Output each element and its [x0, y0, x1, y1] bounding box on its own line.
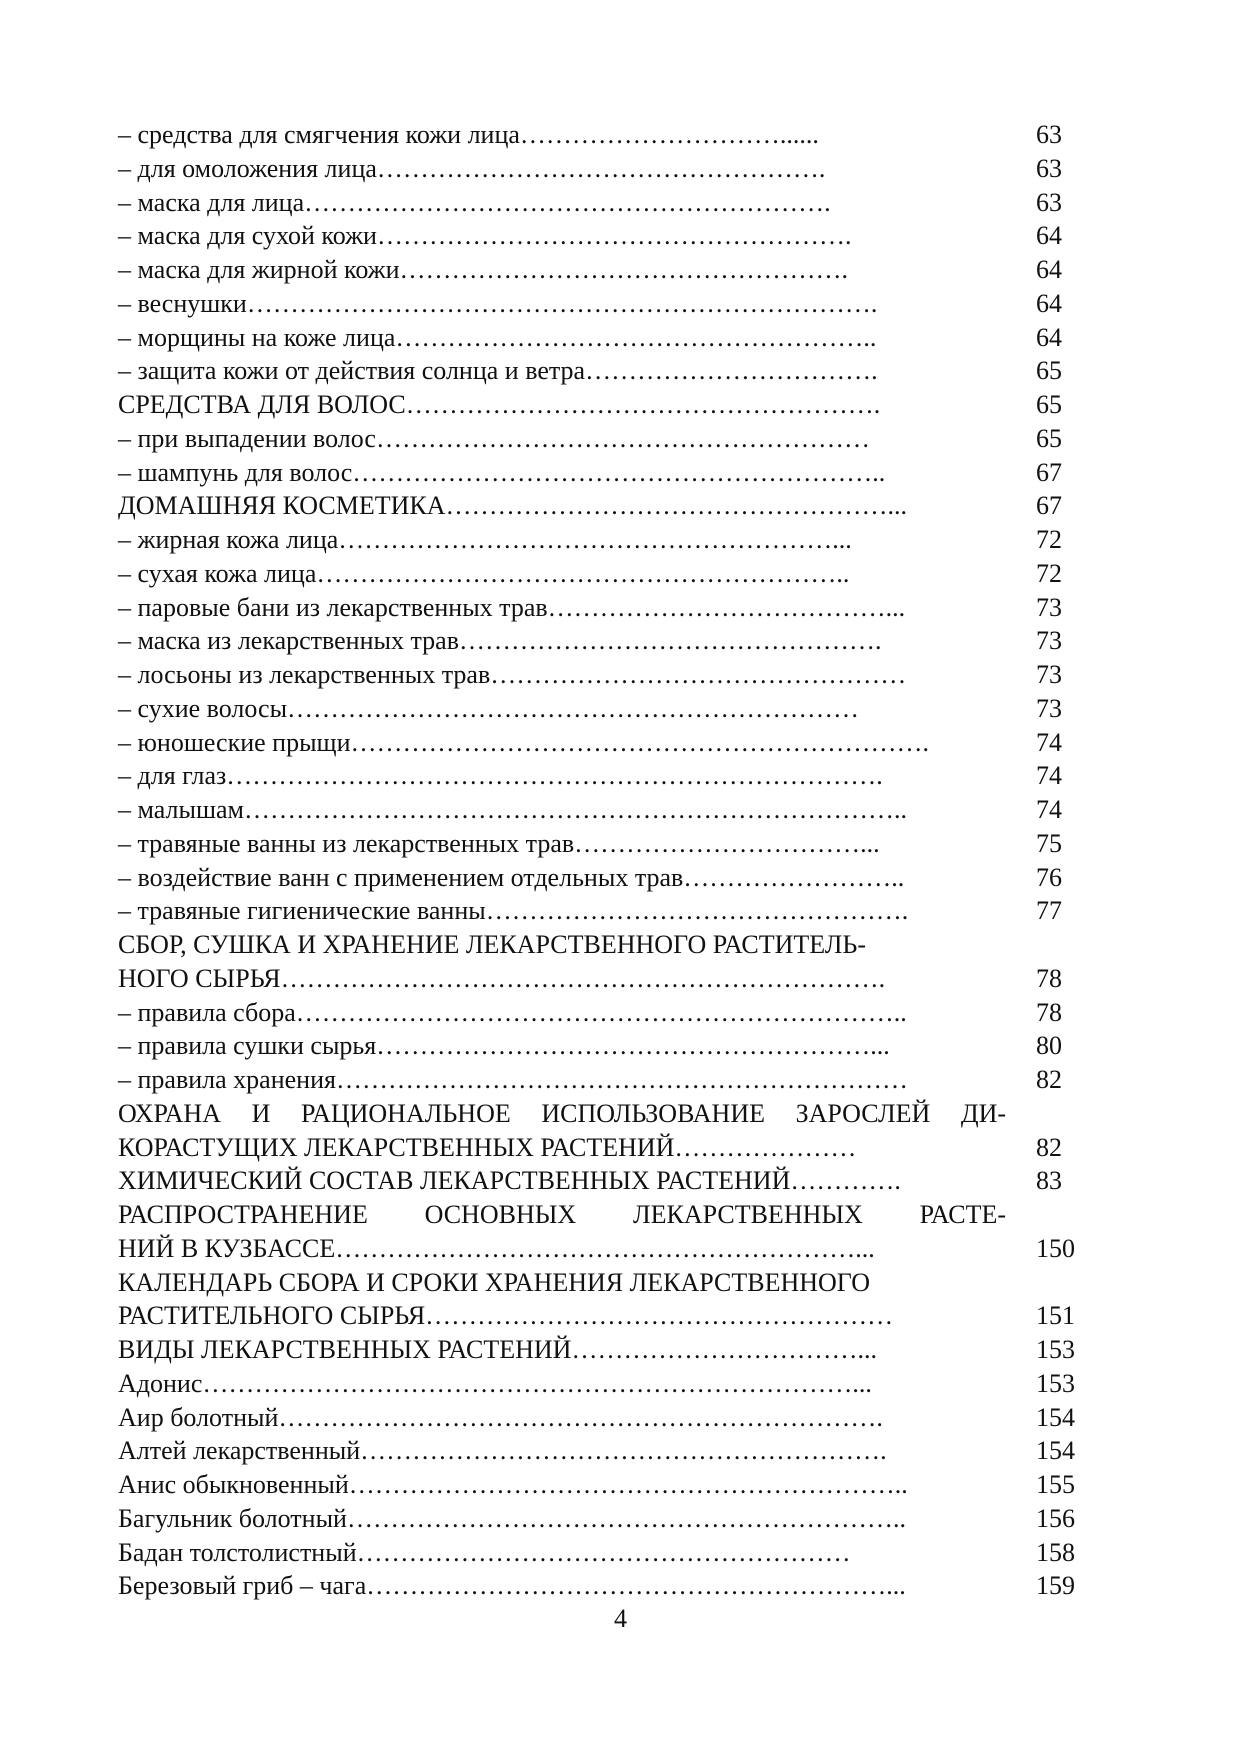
- toc-entry-title: – травяные ванны из лекарственных трав……………………………...: [118, 828, 880, 858]
- toc-entry: [118, 1401, 1078, 1435]
- toc-entry-page: 150: [1036, 1233, 1075, 1263]
- toc-section-heading: [118, 1266, 1078, 1300]
- toc-entry: [118, 1367, 1078, 1401]
- toc-entry-title: – правила сбора……………………………………………………………..: [118, 997, 907, 1027]
- toc-entry: [118, 219, 1078, 253]
- toc-entry-title: Анис обыкновенный………………………………………………………..: [118, 1470, 908, 1499]
- toc-entry-page: 64: [1036, 221, 1062, 251]
- toc-entry-page: 80: [1036, 1031, 1062, 1061]
- toc-entry: [118, 624, 1078, 658]
- toc-entry: [118, 1063, 1078, 1097]
- toc-entry-title: – воздействие ванн с применением отдельных трав……………………..: [118, 862, 905, 892]
- toc-entry-page: 64: [1036, 255, 1062, 284]
- toc-entry-page: 67: [1036, 491, 1062, 521]
- toc-entry-page: 154: [1036, 1436, 1075, 1466]
- toc-section-heading: [118, 928, 1078, 962]
- toc-entry-title: – шампунь для волос……………………………………………………..: [118, 457, 886, 487]
- toc-entry-title: – защита кожи от действия солнца и ветра…………………………….: [118, 356, 878, 386]
- toc-entry-title: – травяные гигиенические ванны………………………………………….: [118, 896, 909, 926]
- toc-entry-title: – для глаз………………………………………………………………….: [118, 761, 883, 791]
- toc-entry: [118, 658, 1078, 692]
- toc-entry-page: 73: [1036, 626, 1062, 656]
- toc-entry-page: 73: [1036, 592, 1062, 622]
- table-of-contents: [118, 118, 1078, 1603]
- toc-entry-title: Адонис…………………………………………………………………...: [118, 1368, 872, 1398]
- toc-section-heading: [118, 388, 1078, 422]
- toc-entry: [118, 894, 1078, 928]
- toc-entry: [118, 1434, 1078, 1468]
- toc-entry-page: 78: [1036, 997, 1062, 1027]
- toc-section-heading: [118, 1232, 1078, 1266]
- toc-entry-title: СБОР, СУШКА И ХРАНЕНИЕ ЛЕКАРСТВЕННОГО РАСТИТЕЛЬ-: [118, 930, 866, 959]
- toc-entry-page: 156: [1036, 1503, 1075, 1533]
- toc-entry-title: НИЙ В КУЗБАССЕ……………………………………………………...: [118, 1233, 875, 1263]
- toc-entry: [118, 523, 1078, 557]
- toc-entry-title: РАСТИТЕЛЬНОГО СЫРЬЯ………………………………………………: [118, 1301, 894, 1331]
- toc-entry-title: НОГО СЫРЬЯ…………………………………………………………….: [118, 963, 886, 993]
- toc-entry-title: – маска для лица…………………………………………………….: [118, 187, 831, 217]
- toc-entry-title: Бадан толстолистный…………………………………………………: [118, 1537, 851, 1567]
- toc-entry: [118, 321, 1078, 355]
- toc-entry-title: – сухие волосы…………………………………………………………: [118, 693, 860, 723]
- toc-entry-title: ХИМИЧЕСКИЙ СОСТАВ ЛЕКАРСТВЕННЫХ РАСТЕНИЙ………….: [118, 1166, 901, 1196]
- toc-entry-title: ДОМАШНЯЯ КОСМЕТИКА……………………………………………...: [118, 491, 908, 521]
- toc-entry-page: 63: [1036, 153, 1062, 183]
- toc-entry: [118, 1569, 1078, 1603]
- toc-section-heading: [118, 1097, 1078, 1131]
- toc-entry: [118, 422, 1078, 456]
- toc-entry-title: – паровые бани из лекарственных трав…………………………………...: [118, 592, 906, 622]
- toc-entry-page: 76: [1036, 862, 1062, 892]
- toc-section-heading: [118, 1299, 1078, 1333]
- toc-entry-page: 74: [1036, 727, 1062, 757]
- toc-entry-page: 83: [1036, 1166, 1062, 1196]
- toc-entry-title: КОРАСТУЩИХ ЛЕКАРСТВЕННЫХ РАСТЕНИЙ…………………: [118, 1132, 857, 1162]
- toc-entry-page: 73: [1036, 693, 1062, 723]
- toc-entry-page: 74: [1036, 795, 1062, 824]
- toc-entry-page: 151: [1036, 1301, 1075, 1331]
- toc-entry-page: 72: [1036, 558, 1062, 588]
- toc-entry-title: Алтей лекарственный…………………………………………………….: [118, 1436, 887, 1466]
- toc-entry-title: ВИДЫ ЛЕКАРСТВЕННЫХ РАСТЕНИЙ……………………………...: [118, 1335, 877, 1364]
- toc-entry: [118, 692, 1078, 726]
- toc-entry-title: Березовый гриб – чага……………………………………………………...: [118, 1571, 906, 1601]
- toc-entry-title: – сухая кожа лица……………………………………………………..: [118, 558, 850, 588]
- toc-entry: [118, 1029, 1078, 1063]
- toc-entry-title: – при выпадении волос…………………………………………………: [118, 423, 870, 453]
- toc-entry-title: – правила сушки сырья…………………………………………………...: [118, 1031, 890, 1061]
- toc-entry: [118, 996, 1078, 1030]
- toc-section-heading: [118, 489, 1078, 523]
- toc-entry: [118, 118, 1078, 152]
- toc-entry-page: 64: [1036, 322, 1062, 352]
- toc-entry-title: – лосьоны из лекарственных трав…………………………………………: [118, 660, 907, 689]
- toc-entry-title: – веснушки……………………………………………………………….: [118, 288, 878, 318]
- toc-section-heading: [118, 1131, 1078, 1165]
- toc-entry-title: – жирная кожа лица…………………………………………………...: [118, 525, 852, 554]
- toc-entry-page: 67: [1036, 457, 1062, 487]
- toc-entry-title: – для омоложения лица…………………………………………….: [118, 153, 826, 183]
- toc-entry-page: 73: [1036, 660, 1062, 689]
- toc-entry: [118, 861, 1078, 895]
- toc-entry-page: 65: [1036, 356, 1062, 386]
- toc-entry-page: 77: [1036, 896, 1062, 926]
- toc-entry: [118, 726, 1078, 760]
- toc-section-heading: [118, 962, 1078, 996]
- toc-entry: [118, 152, 1078, 186]
- toc-entry-page: 64: [1036, 288, 1062, 318]
- toc-entry: [118, 287, 1078, 321]
- toc-section-heading: [118, 1164, 1078, 1198]
- toc-entry-page: 65: [1036, 423, 1062, 453]
- toc-section-heading: [118, 1198, 1078, 1232]
- toc-entry-title: – юношеские прыщи………………………………………………………….: [118, 727, 929, 757]
- toc-entry-title: – маска для сухой кожи……………………………………………….: [118, 221, 852, 251]
- toc-entry-page: 82: [1036, 1132, 1062, 1162]
- toc-entry-page: 153: [1036, 1335, 1075, 1364]
- toc-entry-page: 63: [1036, 187, 1062, 217]
- toc-entry-page: 158: [1036, 1537, 1075, 1567]
- toc-entry-title: – малышам…………………………………………………………………..: [118, 795, 908, 824]
- toc-entry-title: РАСПРОСТРАНЕНИЕ ОСНОВНЫХ ЛЕКАРСТВЕННЫХ РАСТЕ-: [118, 1200, 1006, 1229]
- toc-entry-page: 74: [1036, 761, 1062, 791]
- toc-entry: [118, 186, 1078, 220]
- toc-entry-page: 78: [1036, 963, 1062, 993]
- toc-entry: [118, 456, 1078, 490]
- toc-entry: [118, 1468, 1078, 1502]
- toc-entry: [118, 1536, 1078, 1570]
- toc-entry-title: – морщины на коже лица………………………………………………..: [118, 322, 877, 352]
- toc-entry-page: 63: [1036, 120, 1062, 149]
- toc-entry-page: 82: [1036, 1065, 1062, 1094]
- toc-entry-title: КАЛЕНДАРЬ СБОРА И СРОКИ ХРАНЕНИЯ ЛЕКАРСТВЕННОГО: [118, 1267, 870, 1297]
- toc-entry: [118, 1502, 1078, 1536]
- toc-entry: [118, 557, 1078, 591]
- toc-entry-title: – средства для смягчения кожи лица…………………………......: [118, 120, 819, 149]
- toc-entry-title: Аир болотный…………………………………………………………….: [118, 1402, 883, 1432]
- toc-entry-page: 153: [1036, 1368, 1075, 1398]
- toc-entry: [118, 759, 1078, 793]
- toc-entry: [118, 591, 1078, 625]
- toc-section-heading: [118, 1333, 1078, 1367]
- toc-entry-page: 155: [1036, 1470, 1075, 1499]
- toc-entry-page: 154: [1036, 1402, 1075, 1432]
- toc-entry: [118, 827, 1078, 861]
- toc-entry-page: 75: [1036, 828, 1062, 858]
- toc-entry-page: 159: [1036, 1571, 1075, 1601]
- toc-entry-title: – правила хранения…………………………………………………………: [118, 1065, 908, 1094]
- page-number: 4: [614, 1604, 627, 1633]
- toc-entry-page: 72: [1036, 525, 1062, 554]
- toc-entry-title: ОХРАНА И РАЦИОНАЛЬНОЕ ИСПОЛЬЗОВАНИЕ ЗАРОСЛЕЙ ДИ-: [118, 1098, 1006, 1128]
- toc-entry-title: Багульник болотный………………………………………………………..: [118, 1503, 906, 1533]
- toc-entry: [118, 253, 1078, 287]
- toc-entry-title: – маска для жирной кожи…………………………………………….: [118, 255, 849, 284]
- toc-entry: [118, 793, 1078, 827]
- toc-entry-title: – маска из лекарственных трав………………………………………….: [118, 626, 882, 656]
- toc-entry: [118, 354, 1078, 388]
- toc-entry-title: СРЕДСТВА ДЛЯ ВОЛОС……………………………………………….: [118, 390, 881, 419]
- toc-entry-page: 65: [1036, 390, 1062, 419]
